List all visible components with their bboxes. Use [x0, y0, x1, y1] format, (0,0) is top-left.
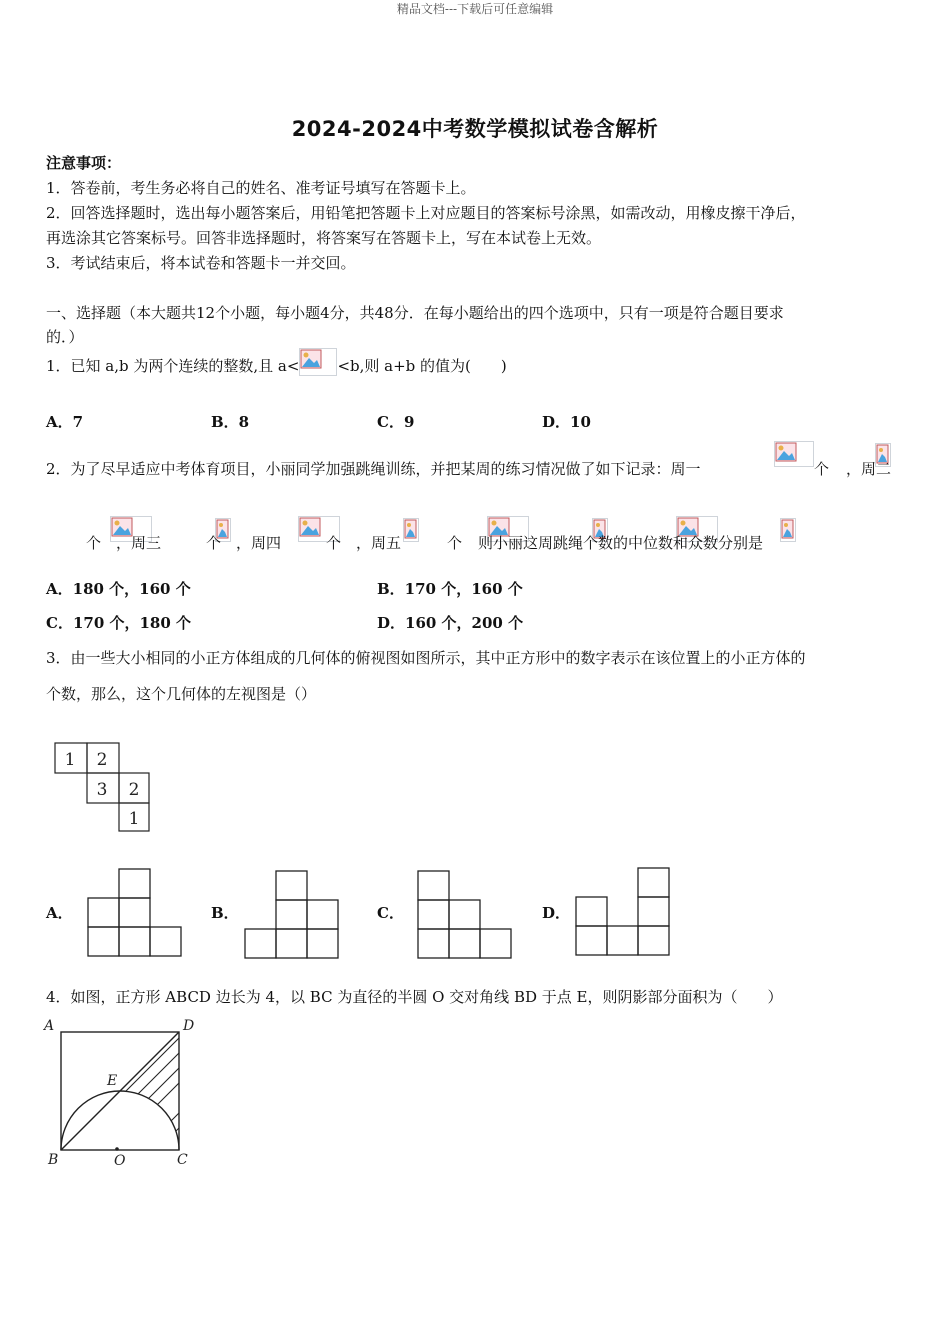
notice-item-1: 1．答卷前，考生务必将自己的姓名、准考证号填写在答题卡上。 [46, 179, 476, 197]
label-o: O [114, 1153, 126, 1169]
semicircle [61, 1091, 179, 1150]
q1-text-post: <b,则 a+b 的值为( ) [337, 357, 507, 375]
q2-text-tail: 则小丽这周跳绳个数的中位数和众数分别是 [478, 534, 764, 552]
q3-option-d-label: D． [542, 904, 571, 922]
broken-image-icon [780, 518, 796, 542]
q2-option-d: D．160 个，200 个 [377, 614, 524, 632]
grid-number: 2 [96, 750, 108, 770]
section-heading: 一、选择题（本大题共12个小题，每小题4分，共48分．在每小题给出的四个选项中，只有一项是符合题目要求 [46, 304, 784, 322]
notice-item-2-cont: 再选涂其它答案标号。回答非选择题时，将答案写在答题卡上，写在本试卷上无效。 [46, 229, 602, 247]
broken-image-icon [774, 441, 814, 467]
page-title: 2024-2024中考数学模拟试卷含解析 [291, 117, 659, 141]
q2-text-wed: ，周三 [116, 534, 162, 552]
center-point-o [115, 1147, 119, 1151]
watermark: 精品文档---下载后可任意编辑 [396, 2, 554, 16]
label-c: C [177, 1152, 188, 1168]
q4-text: 4．如图，正方形 ABCD 边长为 4，以 BC 为直径的半圆 O 交对角线 BD 于点 E，则阴影部分面积为（ ） [46, 988, 783, 1006]
q3-option-a-figure [86, 866, 184, 958]
question-1 [46, 348, 507, 376]
q2-text-thu: ，周四 [236, 534, 282, 552]
q2-unit: 个 [447, 534, 463, 552]
notice-heading: 注意事项： [46, 154, 122, 172]
q3-text-line2: 个数，那么，这个几何体的左视图是（） [46, 685, 317, 703]
q1-option-a: A．7 [46, 413, 84, 431]
q2-unit: 个 [206, 534, 222, 552]
notice-item-3: 3．考试结束后，将本试卷和答题卡一并交回。 [46, 254, 356, 272]
label-b: B [48, 1152, 59, 1168]
label-e: E [107, 1073, 118, 1089]
broken-image-icon [403, 518, 419, 542]
section-heading-cont: 的．） [46, 328, 84, 346]
grid-number: 2 [128, 780, 140, 800]
q2-text-tue: ，周二 [846, 460, 892, 478]
broken-image-icon [299, 348, 337, 376]
q2-unit: 个 [326, 534, 342, 552]
q3-option-b-figure [243, 868, 341, 960]
q3-text-line1: 3．由一些大小相同的小正方体组成的几何体的俯视图如图所示，其中正方形中的数字表示在该位置上的小正方体的 [46, 649, 806, 667]
q2-unit: 个 [86, 534, 102, 552]
q2-text-fri: ，周五 [356, 534, 402, 552]
q1-text-pre: 1．已知 a,b 为两个连续的整数,且 a< [46, 357, 300, 375]
q3-option-a-label: A． [46, 904, 73, 922]
grid-number: 1 [64, 750, 76, 770]
grid-number: 1 [128, 809, 140, 829]
q3-option-c-figure [416, 868, 514, 960]
grid-number: 3 [96, 780, 108, 800]
label-d: D [183, 1018, 195, 1034]
q2-option-a: A．180 个，160 个 [46, 580, 191, 598]
label-a: A [44, 1018, 55, 1034]
q3-option-c-label: C． [377, 904, 404, 922]
q1-option-c: C．9 [377, 413, 415, 431]
notice-item-2: 2．回答选择题时，选出每小题答案后，用铅笔把答题卡上对应题目的答案标号涂黑，如需改动，用橡皮擦干净后， [46, 204, 806, 222]
q4-figure [40, 1012, 210, 1172]
q2-unit: 个 [814, 460, 830, 478]
q2-option-b: B．170 个，160 个 [377, 580, 523, 598]
q2-text-line1: 2．为了尽早适应中考体育项目，小丽同学加强跳绳训练，并把某周的练习情况做了如下记录：周一 [46, 460, 701, 478]
q3-option-b-label: B． [211, 904, 239, 922]
q1-option-d: D．10 [542, 413, 591, 431]
top-view-grid [50, 738, 154, 834]
q2-option-c: C．170 个，180 个 [46, 614, 192, 632]
q1-option-b: B．8 [211, 413, 250, 431]
q3-option-d-figure [574, 865, 672, 957]
